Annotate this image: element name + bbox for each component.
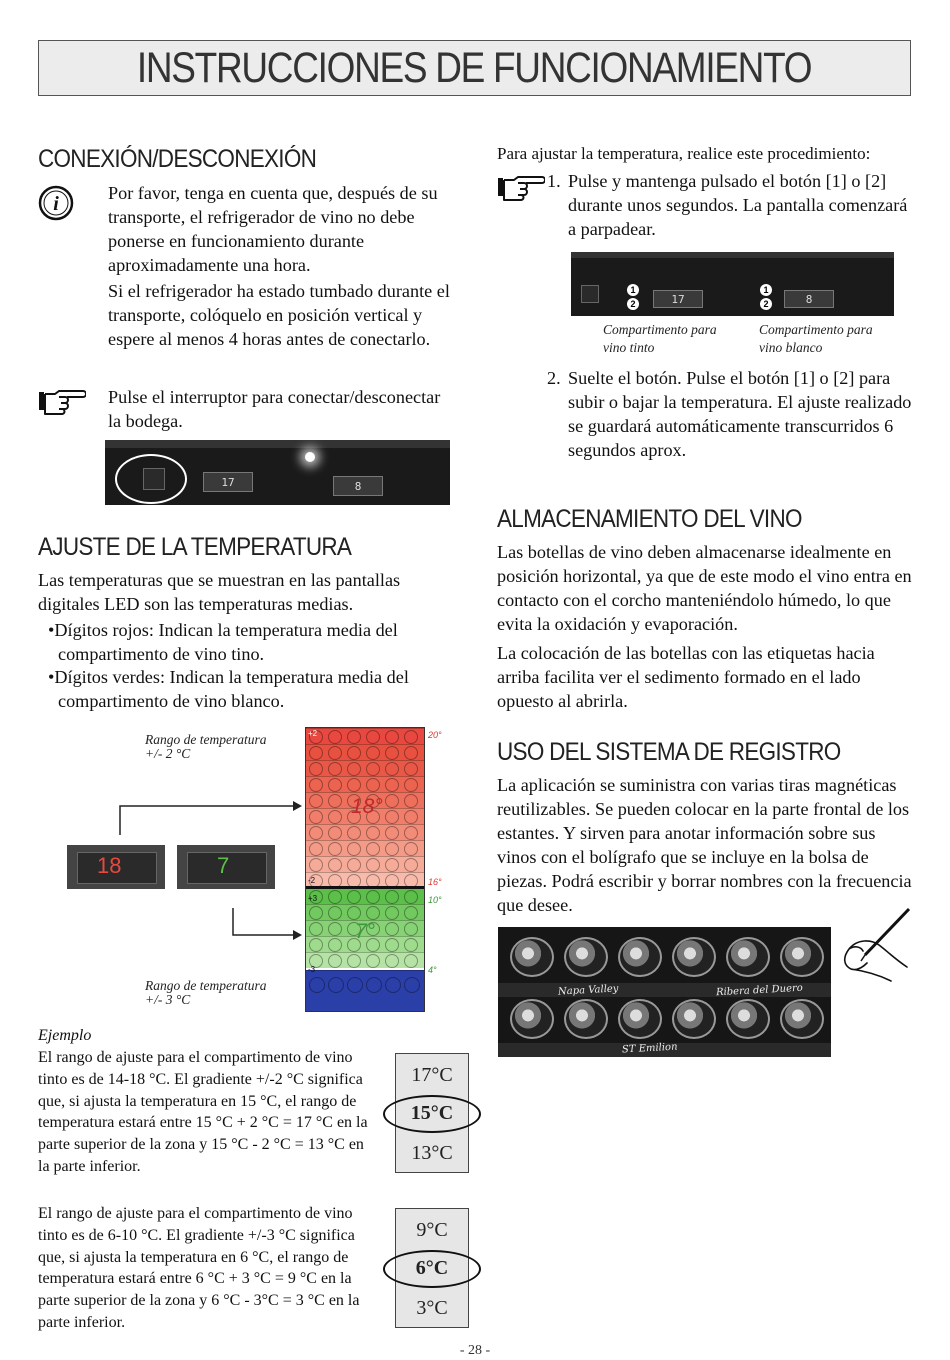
ajuste-intro: Las temperaturas que se muestran en las pantallas digitales LED son las temperaturas medias. — [38, 570, 401, 614]
strip-circle — [366, 977, 382, 993]
strip-circle — [385, 977, 401, 993]
step2-number: 2. — [547, 368, 561, 388]
strip-circle — [385, 922, 399, 936]
strip-circle — [366, 858, 380, 872]
caption-red — [603, 321, 717, 357]
strip-circle — [404, 890, 418, 904]
strip-row — [306, 856, 424, 872]
strip-circle — [404, 746, 418, 760]
strip-circle — [404, 826, 418, 840]
strip-row — [306, 952, 424, 968]
bottle-cap — [618, 999, 662, 1039]
box2-highlight — [383, 1250, 481, 1288]
ejemplo-label: Ejemplo — [38, 1027, 92, 1044]
strip-temp-20: 20° — [428, 730, 442, 740]
strip-circle — [366, 842, 380, 856]
strip-circle — [328, 922, 342, 936]
strip-circle — [347, 730, 361, 744]
box1-highlight — [383, 1095, 481, 1133]
bullet-text: Dígitos verdes: Indican la temperatura media del compartimento de vino blanco. — [54, 667, 409, 711]
strip-circle — [328, 746, 342, 760]
range-top-label — [145, 731, 266, 763]
strip-circle — [347, 826, 361, 840]
temperature-strip — [305, 727, 425, 1012]
strip-circle — [404, 730, 418, 744]
strip-circle — [328, 730, 342, 744]
strip-circle — [347, 842, 361, 856]
strip-circle — [309, 977, 325, 993]
registro-heading: USO DEL SISTEMA DE REGISTRO — [497, 738, 841, 766]
strip-circle — [404, 842, 418, 856]
bottle-cap — [510, 937, 554, 977]
strip-circle — [404, 922, 418, 936]
button-1-marker: 1 — [627, 284, 639, 296]
strip-temp-10: 10° — [428, 895, 442, 905]
bottle-cap — [780, 937, 824, 977]
box1-top: 17°C — [411, 1064, 453, 1086]
strip-circle — [347, 778, 361, 792]
strip-red-minus: -2 — [308, 876, 316, 885]
strip-temp-16: 16° — [428, 877, 442, 887]
strip-green-minus: -3 — [308, 965, 316, 974]
strip-circle — [385, 794, 399, 808]
strip-circle — [328, 954, 342, 968]
switch-highlight-circle — [115, 454, 187, 504]
strip-circle — [366, 890, 380, 904]
caption-white — [759, 321, 873, 357]
registro-para: La aplicación se suministra con varias tiras magnéticas reutilizables. Se pueden colocar en la parte frontal de los estantes. Y sirven para anotar información sobre sus vinos con el bolígrafo que se incluye en la bolsa de piezas. Podrá escribir y borrar nombres con la frecuencia que desee. — [497, 775, 912, 915]
step1-number: 1. — [547, 171, 561, 191]
ejemplo-para-1: El rango de ajuste para el compartimento de vino tinto es de 14-18 °C. El gradiente +/-2 °C significa que, si ajusta la temperatura en 15 °C, el rango de temperatura estará entre 15 °C + 2 °C = 17 °C en la parte superior de la zona y 15 °C - 2 °C = 13 °C en la parte inferior. — [38, 1049, 368, 1175]
strip-row — [306, 840, 424, 856]
caption-white-line1: Compartimento para — [759, 322, 873, 337]
strip-circle — [347, 906, 361, 920]
strip-row — [306, 888, 424, 904]
bottle-cap — [564, 999, 608, 1039]
strip-circle — [347, 890, 361, 904]
strip-circle — [309, 826, 323, 840]
strip-row — [306, 728, 424, 744]
panel-display-white: 8 — [784, 290, 834, 308]
box1-mid: 15°C — [410, 1102, 454, 1124]
ajuste-bullet-green: •Dígitos verdes: Indican la temperatura media del compartimento de vino blanco. — [48, 667, 409, 711]
bottle-cap — [564, 937, 608, 977]
strip-circle — [347, 954, 361, 968]
strip-circle — [328, 977, 344, 993]
strip-circle — [404, 762, 418, 776]
ajuste-heading: AJUSTE DE LA TEMPERATURA — [38, 533, 352, 561]
strip-circle — [366, 778, 380, 792]
strip-circle — [328, 842, 342, 856]
strip-circle — [404, 778, 418, 792]
conexion-para-1: Por favor, tenga en cuenta que, después de su transporte, el refrigerador de vino no debe ponerse en funcionamiento durante aproximadamente una hora. — [108, 183, 438, 275]
strip-circle — [366, 826, 380, 840]
strip-red-center: 18° — [351, 795, 383, 818]
bottle-cap — [672, 999, 716, 1039]
strip-circle — [309, 746, 323, 760]
strip-circle — [385, 938, 399, 952]
hand-pointer-icon — [38, 388, 86, 416]
panel-display-right: 8 — [333, 476, 383, 496]
strip-circle — [347, 746, 361, 760]
bottles-photo — [498, 927, 831, 1057]
strip-row — [306, 776, 424, 792]
strip-circle — [309, 810, 323, 824]
strip-circle — [309, 858, 323, 872]
ejemplo-para-2: El rango de ajuste para el compartimento de vino tinto es de 6-10 °C. El gradiente +/-3 °C significa que, si ajusta la temperatura en 6 °C, el rango de temperatura estará entre 6 °C + 3 °C = 9 °C en la parte superior de la zona y 6 °C - 3°C = 3 °C en la parte inferior. — [38, 1205, 360, 1331]
ajuste-bullet-red: •Dígitos rojos: Indican la temperatura media del compartimento de vino tino. — [48, 620, 398, 664]
button-2-marker-white: 2 — [760, 298, 772, 310]
page-title: INSTRUCCIONES DE FUNCIONAMIENTO — [137, 43, 812, 92]
bottle-cap — [672, 937, 716, 977]
range-top-label-line1: Rango de temperatura — [145, 732, 267, 747]
conexion-para-2: Si el refrigerador ha estado tumbado durante el transporte, colóquelo en posición vertical y espere al menos 4 horas antes de conectarlo. — [108, 281, 450, 349]
shelf-label-2: Ribera del Duero — [715, 982, 804, 999]
strip-circle — [385, 842, 399, 856]
box2-mid: 6°C — [415, 1257, 449, 1279]
bottle-cap — [780, 999, 824, 1039]
strip-circle — [328, 794, 342, 808]
shelf-label-3: ST Emilion — [621, 1041, 678, 1056]
strip-circle — [385, 746, 399, 760]
strip-circle — [328, 826, 342, 840]
conexion-heading: CONEXIÓN/DESCONEXIÓN — [38, 145, 317, 173]
strip-circle — [404, 977, 420, 993]
strip-circle — [385, 954, 399, 968]
control-panel-photo — [105, 440, 450, 505]
strip-circle — [309, 762, 323, 776]
strip-circle — [404, 906, 418, 920]
button-2-marker: 2 — [627, 298, 639, 310]
hand-pointer-icon — [497, 174, 545, 202]
strip-circle — [385, 906, 399, 920]
caption-red-line2: vino tinto — [603, 340, 655, 355]
red-digits: 18 — [97, 853, 122, 878]
panel-display-left: 17 — [203, 472, 253, 492]
strip-circle — [328, 810, 342, 824]
strip-circle — [328, 762, 342, 776]
step1-text: Pulse y mantenga pulsado el botón [1] o [2] durante unos segundos. La pantalla comenzará a parpadear. — [568, 171, 908, 239]
strip-red-plus: +2 — [308, 729, 318, 738]
strip-circle — [328, 858, 342, 872]
strip-circle — [309, 778, 323, 792]
strip-circle — [309, 938, 323, 952]
strip-temp-4: 4° — [428, 965, 437, 975]
strip-circle — [385, 778, 399, 792]
step2-text: Suelte el botón. Pulse el botón [1] o [2] para subir o bajar la temperatura. El ajuste realizado se guardará automáticamente transcurridos 6 segundos aprox. — [568, 368, 912, 460]
writing-hand-icon — [835, 905, 915, 985]
caption-red-line1: Compartimento para — [603, 322, 717, 337]
page-title-box — [38, 40, 911, 96]
green-display-photo — [177, 845, 275, 889]
button-panel-photo — [571, 252, 894, 316]
svg-text:i: i — [53, 193, 59, 215]
strip-circle — [404, 954, 418, 968]
strip-circle — [366, 746, 380, 760]
strip-row — [306, 824, 424, 840]
strip-row — [306, 760, 424, 776]
strip-circle — [404, 858, 418, 872]
strip-circle — [404, 938, 418, 952]
strip-circle — [366, 954, 380, 968]
strip-circle — [328, 906, 342, 920]
range-top-label-line2: +/- 2 °C — [145, 746, 191, 761]
strip-circle — [309, 842, 323, 856]
info-icon — [38, 185, 74, 221]
bottle-cap — [510, 999, 554, 1039]
strip-row — [306, 904, 424, 920]
strip-circle — [404, 794, 418, 808]
strip-circle — [366, 730, 380, 744]
conexion-instruction: Pulse el interruptor para conectar/desconectar la bodega. — [108, 387, 441, 431]
strip-circle — [309, 906, 323, 920]
strip-row — [306, 744, 424, 760]
bullet-text: Dígitos rojos: Indican la temperatura media del compartimento de vino tino. — [54, 620, 398, 664]
bottle-cap — [726, 937, 770, 977]
strip-circle — [309, 794, 323, 808]
almacenamiento-para-1: Las botellas de vino deben almacenarse idealmente en posición horizontal, ya que de este modo el vino entra en contacto con el corcho manteniéndolo húmedo, lo que evita la oxidación y evaporación. — [497, 542, 912, 634]
caption-white-line2: vino blanco — [759, 340, 823, 355]
box1-bottom: 13°C — [411, 1142, 453, 1164]
panel-display-red: 17 — [653, 290, 703, 308]
box2-bottom: 3°C — [416, 1297, 448, 1319]
box2-top: 9°C — [416, 1219, 448, 1241]
strip-circle — [366, 762, 380, 776]
strip-circle — [328, 890, 342, 904]
almacenamiento-para-2: La colocación de las botellas con las etiquetas hacia arriba facilita ver el sedimento formado en el lado opuesto al abrirla. — [497, 643, 875, 711]
strip-circle — [347, 858, 361, 872]
strip-circle — [328, 938, 342, 952]
shelf-label-1: Napa Valley — [557, 983, 619, 998]
strip-circle — [385, 858, 399, 872]
strip-circle — [366, 906, 380, 920]
strip-circle — [385, 730, 399, 744]
panel-light — [305, 452, 315, 462]
strip-circle — [385, 762, 399, 776]
strip-circle — [385, 890, 399, 904]
strip-circle — [347, 977, 363, 993]
procedimiento-intro: Para ajustar la temperatura, realice este procedimiento: — [497, 144, 871, 163]
green-digits: 7 — [217, 853, 230, 878]
bottle-cap — [726, 999, 770, 1039]
strip-circle — [347, 762, 361, 776]
range-bottom-label-line1: Rango de temperatura — [145, 978, 267, 993]
page-number: - 28 - — [459, 1343, 491, 1358]
strip-circle — [309, 922, 323, 936]
strip-row-blue — [306, 970, 424, 1011]
strip-circle — [404, 810, 418, 824]
almacenamiento-heading: ALMACENAMIENTO DEL VINO — [497, 505, 802, 533]
strip-green-plus: +3 — [308, 894, 318, 903]
range-bottom-label-line2: +/- 3 °C — [145, 992, 191, 1007]
button-1-marker-white: 1 — [760, 284, 772, 296]
red-display-photo — [67, 845, 165, 889]
strip-circle — [385, 810, 399, 824]
strip-green-center: 7° — [355, 920, 376, 943]
strip-circle — [328, 778, 342, 792]
range-bottom-label — [145, 977, 266, 1009]
strip-circle — [385, 826, 399, 840]
bottle-cap — [618, 937, 662, 977]
